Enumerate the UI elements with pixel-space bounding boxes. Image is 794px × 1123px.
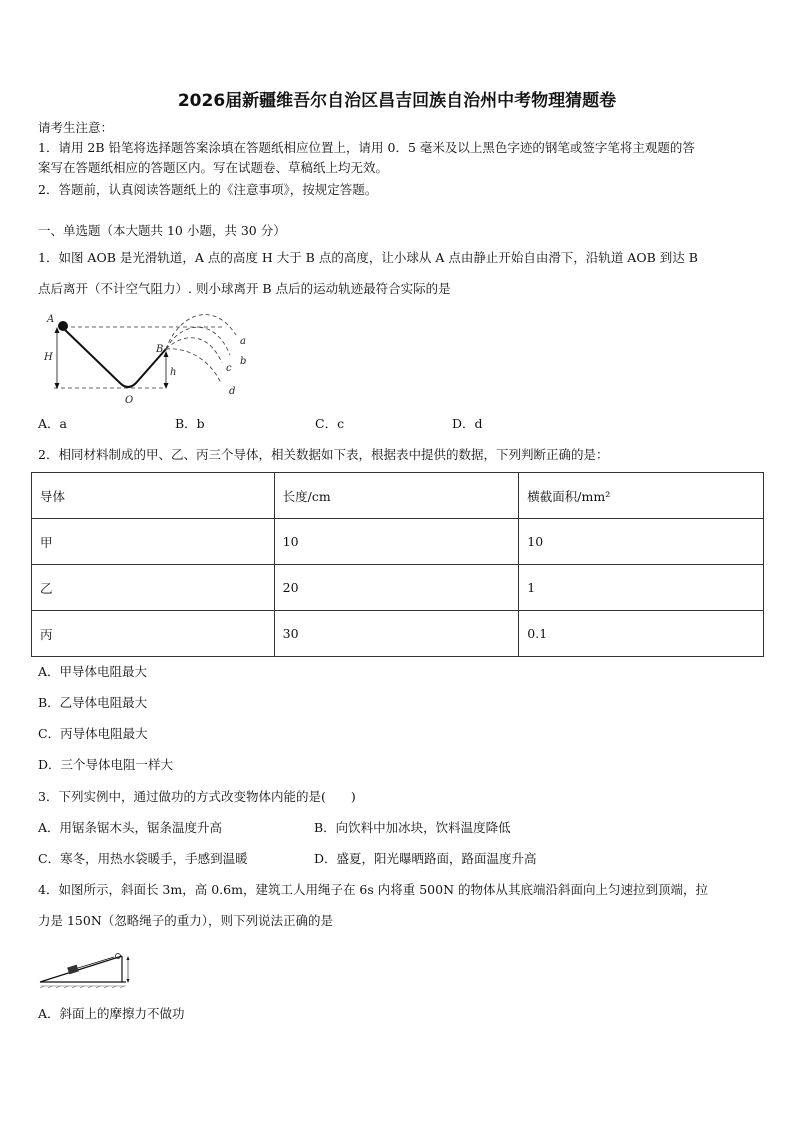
- block: [67, 965, 79, 975]
- ball: [58, 321, 68, 331]
- q1-option-d[interactable]: D．d: [452, 416, 483, 431]
- label-o-point: O: [125, 395, 134, 406]
- table-header-cell: 横截面积/mm²: [519, 473, 764, 519]
- incline-diagram: [38, 948, 134, 988]
- table-header-row: [32, 473, 764, 519]
- q4-stem: 4．如图所示，斜面长 3m，高 0.6m，建筑工人用绳子在 6s 内将重 500N 的物体从其底端沿斜面向上匀速拉到顶端，拉: [38, 882, 708, 897]
- table-header-cell: 长度/cm: [274, 473, 519, 519]
- trajectory-b: [166, 327, 230, 355]
- q2-option-a[interactable]: A．甲导体电阻最大: [38, 664, 148, 679]
- table-cell: 丙: [32, 611, 275, 657]
- q1-option-c[interactable]: C．c: [315, 416, 345, 431]
- q1-stem: 1．如图 AOB 是光滑轨道，A 点的高度 H 大于 B 点的高度，让小球从 A 点由静止开始自由滑下，沿轨道 AOB 到达 B: [38, 250, 698, 265]
- table-cell: 10: [519, 519, 764, 565]
- track-aob: [62, 327, 166, 387]
- q3-option-d[interactable]: D．盛夏，阳光曝晒路面，路面温度升高: [314, 851, 537, 866]
- notice-heading: 请考生注意：: [38, 120, 114, 135]
- track-diagram: [38, 305, 258, 410]
- label-trajectory-a: a: [240, 336, 246, 347]
- q3-option-a[interactable]: A．用锯条锯木头，锯条温度升高: [38, 820, 223, 835]
- q2-option-b[interactable]: B．乙导体电阻最大: [38, 695, 148, 710]
- table-cell: 1: [519, 565, 764, 611]
- q2-stem: 2．相同材料制成的甲、乙、丙三个导体，相关数据如下表，根据表中提供的数据，下列判断正确的是：: [38, 447, 609, 462]
- table-cell: 20: [274, 565, 519, 611]
- incline-surface: [40, 956, 122, 982]
- table-row: [32, 611, 764, 657]
- page-title: 2026届新疆维吾尔自治区昌吉回族自治州中考物理猜题卷: [177, 91, 617, 111]
- q4-option-a[interactable]: A．斜面上的摩擦力不做功: [38, 1006, 185, 1021]
- table-cell: 10: [274, 519, 519, 565]
- label-trajectory-b: b: [240, 356, 247, 367]
- q2-option-d[interactable]: D．三个导体电阻一样大: [38, 757, 174, 772]
- q4-stem-cont: 力是 150N（忽略绳子的重力），则下列说法正确的是: [38, 913, 334, 928]
- q1-stem-cont: 点后离开（不计空气阻力）. 则小球离开 B 点后的运动轨迹最符合实际的是: [38, 281, 451, 296]
- label-trajectory-c: c: [226, 363, 232, 374]
- q1-option-b[interactable]: B．b: [175, 416, 205, 431]
- notice-item-1-cont: 案写在答题纸相应的答题区内。写在试题卷、草稿纸上均无效。: [38, 160, 389, 175]
- q3-stem: 3．下列实例中，通过做功的方式改变物体内能的是( ): [38, 789, 356, 804]
- table-cell: 30: [274, 611, 519, 657]
- notice-item-1: 1．请用 2B 铅笔将选择题答案涂填在答题纸相应位置上，请用 0．5 毫米及以上黑色字迹的钢笔或签字笔将主观题的答: [38, 140, 695, 155]
- label-trajectory-d: d: [229, 386, 236, 397]
- table-cell: 0.1: [519, 611, 764, 657]
- trajectory-c: [166, 338, 222, 363]
- table-row: [32, 565, 764, 611]
- conductor-table: [31, 472, 764, 657]
- q3-option-c[interactable]: C．寒冬，用热水袋暖手，手感到温暖: [38, 851, 248, 866]
- rope: [78, 957, 114, 968]
- table-row: [32, 519, 764, 565]
- table-header-cell: 导体: [32, 473, 275, 519]
- label-a-point: A: [47, 314, 55, 325]
- table-cell: 甲: [32, 519, 275, 565]
- notice-item-2: 2．答题前，认真阅读答题纸上的《注意事项》，按规定答题。: [38, 182, 378, 197]
- q2-option-c[interactable]: C．丙导体电阻最大: [38, 726, 148, 741]
- label-h-big: H: [44, 352, 53, 363]
- section-heading: 一、单选题（本大题共 10 小题，共 30 分）: [38, 223, 286, 238]
- label-b-point: B: [156, 344, 164, 355]
- trajectory-a: [166, 315, 236, 349]
- q3-option-b[interactable]: B．向饮料中加冰块，饮料温度降低: [314, 820, 511, 835]
- q1-option-a[interactable]: A．a: [38, 416, 67, 431]
- table-cell: 乙: [32, 565, 275, 611]
- label-h-small: h: [170, 367, 177, 378]
